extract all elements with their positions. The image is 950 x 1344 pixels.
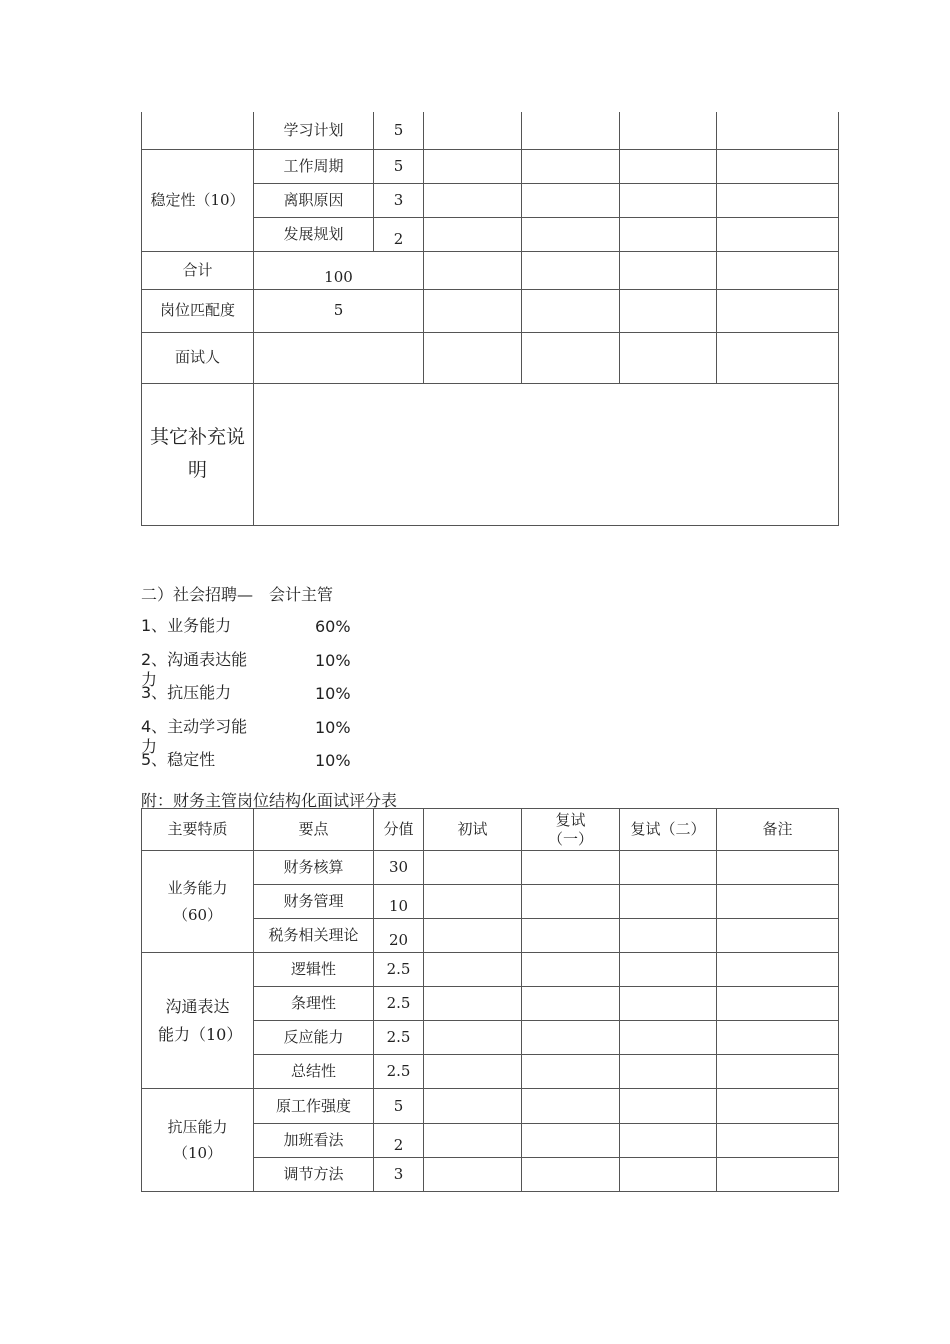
score-cell: 2.5 [374,1055,424,1089]
section-title: 二）社会招聘— 会计主管 [141,585,334,604]
retest2-score-cell[interactable] [620,183,717,217]
trait-cell [142,112,254,149]
table-row [142,112,839,149]
remark-cell[interactable] [717,289,839,332]
score-cell: 5 [374,1089,424,1124]
table-row [142,953,839,987]
match-value: 5 [254,289,424,332]
header-trait: 主要特质 [142,809,254,851]
score-cell: 20 [374,919,424,953]
initial-score-cell[interactable] [424,1021,522,1055]
point-cell: 工作周期 [254,149,374,183]
score-cell: 2 [374,1124,424,1158]
retest2-score-cell[interactable] [620,112,717,149]
point-cell: 原工作强度 [254,1089,374,1124]
retest2-score-cell[interactable] [620,987,717,1021]
remark-cell[interactable] [717,1055,839,1089]
trait-cell: 抗压能力（10） [142,1089,254,1192]
weight-label: 2、沟通表达能力 [141,649,248,689]
retest1-score-cell[interactable] [522,1021,620,1055]
retest2-score-cell[interactable] [620,851,717,885]
remark-cell[interactable] [717,112,839,149]
initial-score-cell[interactable] [424,217,522,251]
total-label: 合计 [142,251,254,289]
remark-cell[interactable] [717,851,839,885]
score-cell: 2 [374,217,424,251]
header-retest1: 复试（一） [522,809,620,851]
weight-percent: 10% [315,751,351,770]
retest2-score-cell[interactable] [620,885,717,919]
weight-percent: 10% [315,684,351,703]
remark-cell[interactable] [717,149,839,183]
retest1-score-cell[interactable] [522,885,620,919]
interviewer-remark-cell[interactable] [717,332,839,383]
retest2-score-cell[interactable] [620,919,717,953]
score-cell: 3 [374,183,424,217]
interviewer-retest2-cell[interactable] [620,332,717,383]
point-cell: 逻辑性 [254,953,374,987]
score-cell: 30 [374,851,424,885]
retest1-score-cell[interactable] [522,217,620,251]
remark-cell[interactable] [717,183,839,217]
remark-cell[interactable] [717,953,839,987]
header-row [142,809,839,851]
interviewer-retest1-cell[interactable] [522,332,620,383]
initial-score-cell[interactable] [424,953,522,987]
retest1-score-cell[interactable] [522,1158,620,1192]
remark-cell[interactable] [717,885,839,919]
initial-score-cell[interactable] [424,987,522,1021]
initial-score-cell[interactable] [424,149,522,183]
initial-score-cell[interactable] [424,1089,522,1124]
retest1-score-cell[interactable] [522,112,620,149]
remark-cell[interactable] [717,987,839,1021]
retest1-score-cell[interactable] [522,1055,620,1089]
retest2-score-cell[interactable] [620,1089,717,1124]
total-row [142,251,839,289]
initial-score-cell[interactable] [424,1158,522,1192]
interviewer-row [142,332,839,383]
retest1-score-cell[interactable] [522,1124,620,1158]
initial-score-cell[interactable] [424,112,522,149]
trait-cell: 沟通表达能力（10） [142,953,254,1089]
retest1-score-cell[interactable] [522,149,620,183]
initial-score-cell[interactable] [424,1124,522,1158]
weight-label: 5、稳定性 [141,750,216,769]
scoring-table-continued [141,112,839,526]
point-cell: 总结性 [254,1055,374,1089]
remarks-label: 其它补充说明 [142,383,254,525]
weight-label: 1、业务能力 [141,616,232,635]
header-score: 分值 [374,809,424,851]
remark-cell[interactable] [717,1124,839,1158]
weight-percent: 10% [315,717,351,737]
retest2-score-cell[interactable] [620,1158,717,1192]
point-cell: 加班看法 [254,1124,374,1158]
remark-cell[interactable] [717,217,839,251]
weight-percent: 60% [315,617,351,636]
retest1-score-cell[interactable] [522,987,620,1021]
remark-cell[interactable] [717,919,839,953]
retest2-score-cell[interactable] [620,953,717,987]
score-cell: 2.5 [374,953,424,987]
initial-score-cell[interactable] [424,183,522,217]
match-row [142,289,839,332]
finance-supervisor-scoring-table [141,808,839,1192]
remark-cell[interactable] [717,1158,839,1192]
retest1-score-cell[interactable] [522,289,620,332]
table-row [142,149,839,183]
remarks-row [142,383,839,525]
weight-label: 4、主动学习能力 [141,716,248,756]
initial-score-cell[interactable] [424,1055,522,1089]
total-value: 100 [254,251,424,289]
score-cell: 10 [374,885,424,919]
initial-score-cell[interactable] [424,919,522,953]
point-cell: 调节方法 [254,1158,374,1192]
point-cell: 税务相关理论 [254,919,374,953]
score-cell: 3 [374,1158,424,1192]
retest1-score-cell[interactable] [522,851,620,885]
score-cell: 2.5 [374,987,424,1021]
weight-label: 3、抗压能力 [141,683,232,702]
point-cell: 财务管理 [254,885,374,919]
retest2-score-cell[interactable] [620,149,717,183]
retest1-score-cell[interactable] [522,953,620,987]
retest2-score-cell[interactable] [620,217,717,251]
remark-cell[interactable] [717,1089,839,1124]
remark-cell[interactable] [717,1021,839,1055]
retest1-score-cell[interactable] [522,1089,620,1124]
score-cell: 5 [374,112,424,149]
retest2-score-cell[interactable] [620,1055,717,1089]
interviewer-field[interactable] [254,332,424,383]
header-retest2: 复试（二） [620,809,717,851]
point-cell: 学习计划 [254,112,374,149]
trait-cell: 稳定性（10） [142,149,254,251]
retest1-score-cell[interactable] [522,919,620,953]
retest2-score-cell[interactable] [620,251,717,289]
point-cell: 条理性 [254,987,374,1021]
weight-percent: 10% [315,650,351,670]
point-cell: 反应能力 [254,1021,374,1055]
header-remark: 备注 [717,809,839,851]
point-cell: 发展规划 [254,217,374,251]
point-cell: 财务核算 [254,851,374,885]
header-initial: 初试 [424,809,522,851]
initial-score-cell[interactable] [424,885,522,919]
remark-cell[interactable] [717,251,839,289]
header-point: 要点 [254,809,374,851]
initial-score-cell[interactable] [424,251,522,289]
table-row [142,851,839,885]
retest2-score-cell[interactable] [620,289,717,332]
initial-score-cell[interactable] [424,851,522,885]
remarks-field[interactable] [254,383,839,525]
interviewer-label: 面试人 [142,332,254,383]
score-cell: 2.5 [374,1021,424,1055]
initial-score-cell[interactable] [424,289,522,332]
retest2-score-cell[interactable] [620,1021,717,1055]
table-row [142,1089,839,1124]
appendix-note: 附：财务主管岗位结构化面试评分表 [141,791,398,810]
point-cell: 离职原因 [254,183,374,217]
score-cell: 5 [374,149,424,183]
interviewer-initial-cell[interactable] [424,332,522,383]
retest1-score-cell[interactable] [522,251,620,289]
match-label: 岗位匹配度 [142,289,254,332]
retest1-score-cell[interactable] [522,183,620,217]
trait-cell: 业务能力（60） [142,851,254,953]
retest2-score-cell[interactable] [620,1124,717,1158]
